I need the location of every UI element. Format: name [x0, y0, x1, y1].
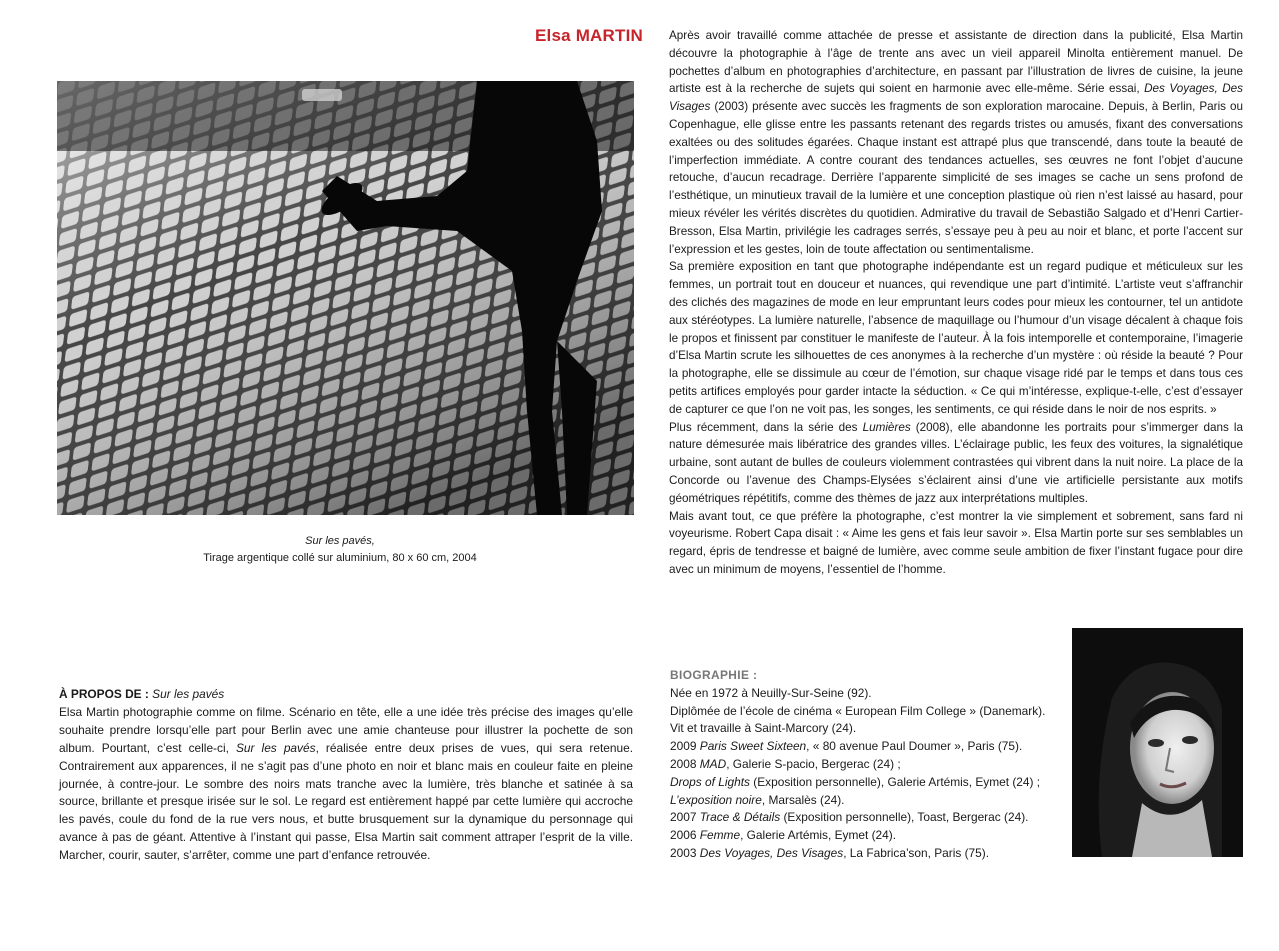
paragraph-3-series-title: Lumières — [862, 420, 911, 434]
biography-list — [670, 685, 1070, 863]
about-text-b: , réalisée entre deux prises de vues, qui sera retenue. Contrairement aux apparences, il ne s’agit pas d’une photo en noir et blanc mais en couleur faite en pleine journée, à contre-jour. Le sombre des noirs mats tranche avec la lumière, très blanche et satinée à sa source, brillante et presque irisée sur le sol. Le regard est entièrement happé par cette lumière qui accroche les pavés, coule du fond de la rue vers nous, et butte brusquement sur la dynamique du personnage qui avance à pas de géant. Attentive à l’instant qui passe, Elsa Martin sait comment attraper l’esprit de la ville. Marcher, courir, sauter, s’arrêter, comme une part d’enfance retrouvée. — [59, 740, 634, 863]
photo-caption — [57, 533, 623, 567]
biography-section — [670, 667, 1070, 863]
paragraph-1-text-b: (2003) présente avec succès les fragments de son exploration marocaine. Depuis, à Berlin, Paris ou Copenhague, elle glisse entre les passants retenant des regards tristes ou amusés, fixant des conversations exaltées ou des solitudes égarées. Chaque instant est attrapé plus que transcendé, dans toute la beauté de l’imperfection immédiate. A contre courant des tendances actuelles, ses œuvres ne font l’objet d’aucune retouche, d’aucun recadrage. Derrière l’apparente simplicité de ses images se cache un sens profond de l’esthétique, un minutieux travail de la lumière et une conception plastique où rien n’est laissé au hasard, pour mieux révéler les vérités discrètes du quotidien. Admirative du travail de Sebastião Salgado et d’Henri Cartier-Bresson, Elsa Martin, privilégie les cadrages serrés, s’essaye peu à peu au noir et blanc, et porte l’accent sur l’expression et les gestes, loin de toute affectation ou sentimentalisme. — [669, 100, 1243, 256]
paragraph-3 — [669, 419, 1243, 508]
artist-name-title: Elsa MARTIN — [535, 26, 643, 45]
photo-sur-les-paves — [57, 81, 634, 515]
list-item: 2007 Trace & Détails (Exposition personnelle), Toast, Bergerac (24). — [670, 810, 1029, 825]
paragraph-4: Mais avant tout, ce que préfère la photographe, c’est montrer la vie simplement et sobrement, sans fard ni voyeurisme. Robert Capa disait : « Aime les gens et fais leur savoir ». Elsa Martin porte sur ses semblables un regard, épris de tendresse et baigné de lumière, avec comme seule ambition de fixer l’instant fugace pour dire avec un minimum de moyens, l’essentiel de l’homme. — [669, 509, 1243, 576]
list-item: Diplômée de l’école de cinéma « European Film College » (Danemark). — [670, 703, 1046, 718]
cobblestone-photo-image — [57, 81, 634, 515]
list-item: Drops of Lights (Exposition personnelle), Galerie Artémis, Eymet (24) ; — [670, 774, 1041, 789]
about-text-a: Elsa Martin photographie comme on filme. Scénario en tête, elle a une idée très précise des images qu’elle souhaite prendre lorsqu’elle part pour Berlin avec une amie chanteuse pour illustrer la pochette de son album. Pourtant, c’est celle-ci, — [59, 704, 633, 755]
paragraph-3-text-b: (2008), elle abandonne les portraits pour s’immerger dans la nature démesurée mais libératrice des grandes villes. L’éclairage public, les feux des voitures, la signalétique urbaine, sont autant de bulles de couleurs violemment contrastées qui vibrent dans la nuit noire. La place de la Concorde ou l’avenue des Champs-Elysées s’éclairent ainsi d’une vie artificielle persistante aux motifs géométriques répétitifs, comme des thèmes de jazz aux interprétations multiples. — [669, 420, 1243, 505]
list-item: Née en 1972 à Neuilly-Sur-Seine (92). — [670, 685, 872, 700]
paragraph-1-text-a: Après avoir travaillé comme attachée de presse et assistante de direction dans la publicité, Elsa Martin découvre la photographie à l’âge de trente ans avec un vieil appareil Minolta entièrement manuel. De pochettes d’album en photographies d’architecture, en passant par l’illustration de livres de cuisine, la jeune artiste est à la recherche de sujets qui soient en harmonie avec elle-même. Série essai, — [669, 29, 1243, 96]
list-item: Vit et travaille à Saint-Marcory (24). — [670, 721, 857, 736]
about-heading-title: Sur les pavés — [152, 687, 225, 701]
about-heading — [59, 686, 633, 704]
portrait-image — [1072, 628, 1243, 857]
about-body — [59, 704, 633, 865]
paragraph-1-series-title: Des Voyages, Des Visages — [669, 82, 1244, 114]
about-heading-label: À PROPOS DE : — [59, 687, 149, 701]
caption-title: Sur les pavés, — [305, 535, 375, 547]
list-item: 2006 Femme, Galerie Artémis, Eymet (24). — [670, 828, 897, 843]
about-text-title: Sur les pavés — [235, 740, 316, 755]
about-section — [59, 686, 633, 865]
biography-heading: BIOGRAPHIE : — [670, 668, 758, 682]
list-item: 2003 Des Voyages, Des Visages, La Fabrica’son, Paris (75). — [670, 845, 990, 860]
caption-detail: Tirage argentique collé sur aluminium, 80 x 60 cm, 2004 — [203, 552, 477, 564]
list-item: 2008 MAD, Galerie S-pacio, Bergerac (24) ; — [670, 756, 901, 771]
paragraph-1 — [669, 27, 1243, 258]
artist-portrait-photo — [1072, 628, 1243, 857]
list-item: L’exposition noire, Marsalès (24). — [670, 792, 845, 807]
list-item: 2009 Paris Sweet Sixteen, « 80 avenue Paul Doumer », Paris (75). — [670, 739, 1023, 754]
paragraph-3-text-a: Plus récemment, dans la série des — [669, 420, 863, 434]
paragraph-2: Sa première exposition en tant que photographe indépendante est un regard pudique et méticuleux sur les femmes, un portrait tout en douceur et nuances, qui revendique une part d’intimité. L’artiste veut s’affranchir des clichés des magazines de mode en leur empruntant leurs codes pour mieux les contourner, tel un antidote aux stéréotypes. La lumière naturelle, l’absence de maquillage ou l’humour d’un visage décalent à chaque fois le propos et finissent par constituer le manifeste de l’auteur. À la fois intemporelle et contemporaine, l’imagerie d’Elsa Martin scrute les silhouettes de ces anonymes à la recherche d’un mystère : où réside la beauté ? Pour la photographe, elle se dissimule au cœur de l’émotion, sur chaque visage ridé par le temps et dans tous ces petits artifices employés pour garder intacte la séduction. « Ce qui m’intéresse, explique-t-elle, c’est d’essayer de capturer ce que l’on ne voit pas, les songes, les sentiments, ce qui réside dans le noir de nos esprits. » — [669, 260, 1243, 416]
artist-text-column — [669, 27, 1243, 579]
